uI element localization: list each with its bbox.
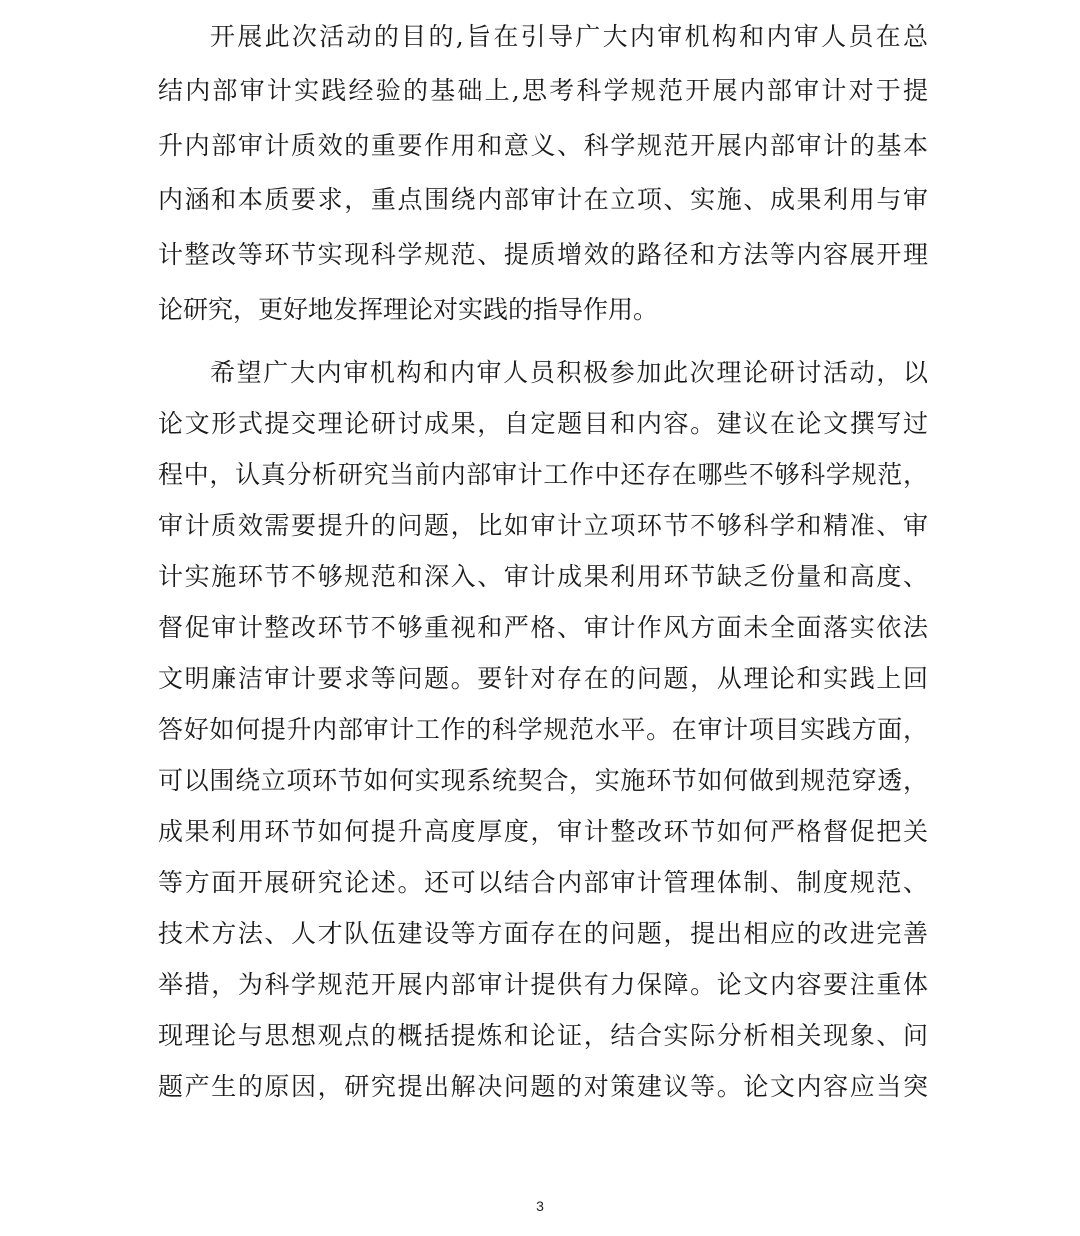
text-line: 审计质效需要提升的问题，比如审计立项环节不够科学和精准、审: [158, 511, 928, 540]
text-line: 等方面开展研究论述。还可以结合内部审计管理体制、制度规范、: [158, 868, 928, 897]
text-line: 希望广大内审机构和内审人员积极参加此次理论研讨活动，以: [210, 358, 928, 387]
text-line: 可以围绕立项环节如何实现系统契合，实施环节如何做到规范穿透，: [158, 766, 928, 795]
text-line: 举措，为科学规范开展内部审计提供有力保障。论文内容要注重体: [158, 970, 928, 999]
text-line: 题产生的原因，研究提出解决问题的对策建议等。论文内容应当突: [158, 1072, 928, 1101]
text-line: 文明廉洁审计要求等问题。要针对存在的问题，从理论和实践上回: [158, 664, 928, 693]
text-line: 内涵和本质要求，重点围绕内部审计在立项、实施、成果利用与审: [158, 185, 928, 214]
page-number: 3: [536, 1198, 544, 1214]
text-line: 结内部审计实践经验的基础上,思考科学规范开展内部审计对于提: [158, 76, 928, 105]
text-line: 论文形式提交理论研讨成果，自定题目和内容。建议在论文撰写过: [158, 409, 928, 438]
text-line: 计实施环节不够规范和深入、审计成果利用环节缺乏份量和高度、: [158, 562, 928, 591]
text-line: 开展此次活动的目的,旨在引导广大内审机构和内审人员在总: [210, 22, 928, 51]
text-line: 答好如何提升内部审计工作的科学规范水平。在审计项目实践方面，: [158, 715, 928, 744]
text-line: 程中，认真分析研究当前内部审计工作中还存在哪些不够科学规范，: [158, 460, 928, 489]
text-line: 计整改等环节实现科学规范、提质增效的路径和方法等内容展开理: [158, 240, 928, 269]
text-line: 升内部审计质效的重要作用和意义、科学规范开展内部审计的基本: [158, 131, 928, 160]
text-line: 论研究，更好地发挥理论对实践的指导作用。: [158, 295, 659, 324]
text-line: 成果利用环节如何提升高度厚度，审计整改环节如何严格督促把关: [158, 817, 928, 846]
text-line: 技术方法、人才队伍建设等方面存在的问题，提出相应的改进完善: [158, 919, 928, 948]
text-line: 督促审计整改环节不够重视和严格、审计作风方面未全面落实依法: [158, 613, 928, 642]
text-line: 现理论与思想观点的概括提炼和论证，结合实际分析相关现象、问: [158, 1021, 928, 1050]
